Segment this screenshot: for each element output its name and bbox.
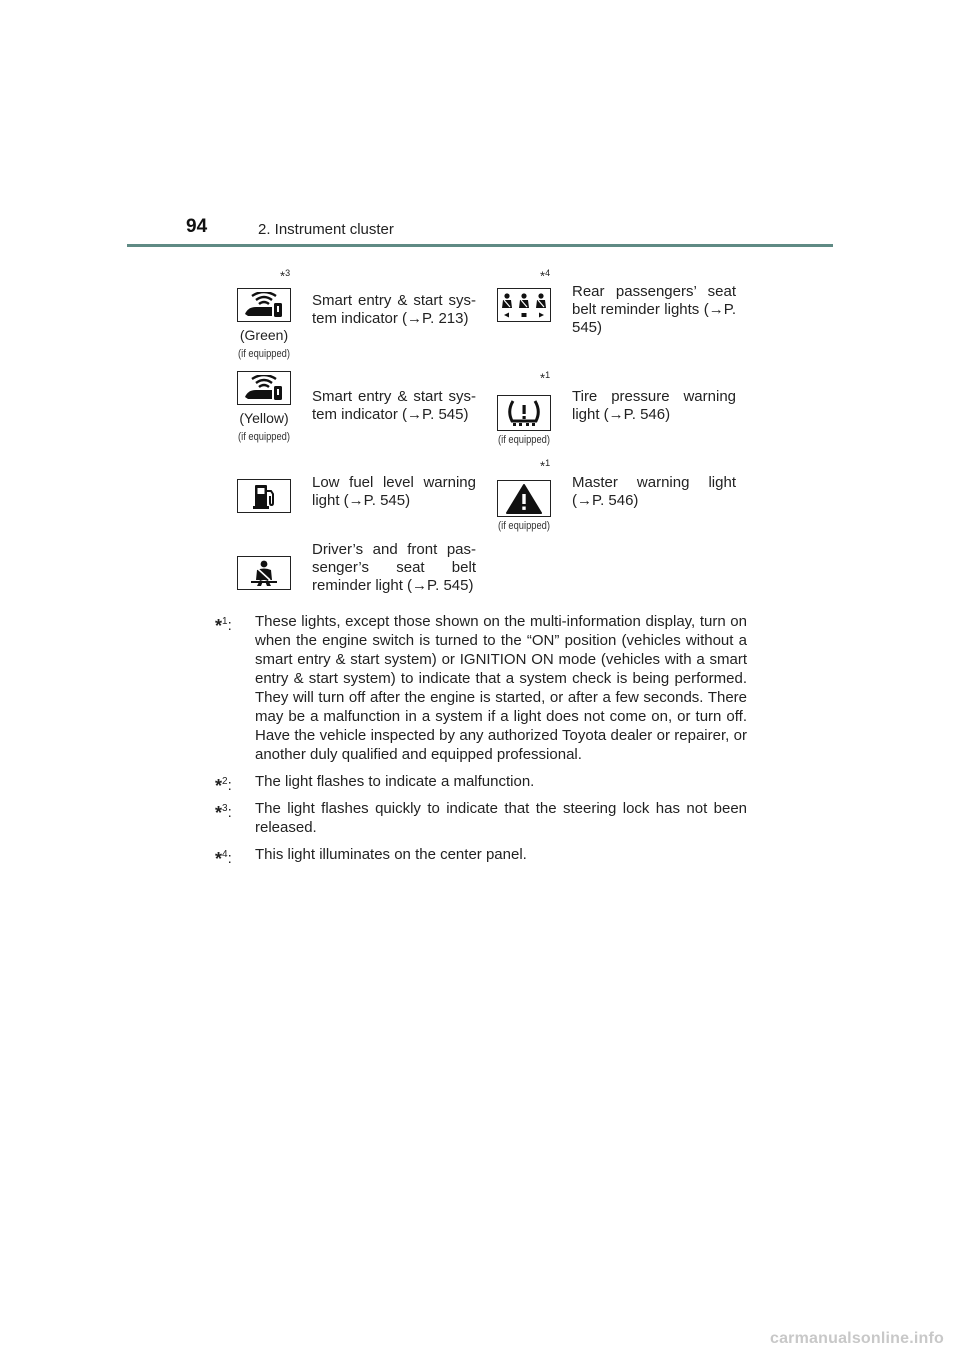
equipped-caption: (if equipped)	[498, 434, 550, 446]
equipped-caption: (if equipped)	[498, 520, 550, 532]
tire-pressure-icon	[497, 395, 551, 431]
footnote-marker: *$^3$	[280, 268, 291, 284]
footnote-key: *$^2$:	[215, 776, 232, 796]
footnote-item	[215, 772, 747, 796]
footnote-key: *$^4$:	[215, 849, 232, 869]
indicator-description: Driver’s and front pas-senger’s seat belt reminder light (→P. 545)	[312, 541, 476, 594]
footnote-item	[215, 799, 747, 837]
indicator-description: Master warning light (→P. 546)	[572, 474, 736, 509]
smart-key-icon	[237, 288, 291, 322]
footnote-text: These lights, except those shown on the multi-information display, turn on when the engine switch is turned to the “ON” position (vehicles without a smart entry & start system) or IGNITION ON mode (vehicles with a smart entry & start system) to indicate that a system check is being performed. They will turn off after the engine is started, or after a few seconds. There may be a malfunction in a system if a light does not come on, or turn off. Have the vehicle inspected by any authorized Toyota dealer or repairer, or another duly qualified and equipped professional.	[255, 613, 747, 763]
color-caption: (Green)	[239, 327, 289, 343]
equipped-caption: (if equipped)	[238, 348, 290, 360]
footnote-marker: *$^1$	[540, 370, 551, 386]
color-caption: (Yellow)	[239, 410, 289, 426]
footnote-item	[215, 612, 747, 764]
seatbelt-reminder-icon	[237, 556, 291, 590]
fuel-pump-icon	[237, 479, 291, 513]
footnote-marker: *$^4$	[540, 268, 551, 284]
footnote-marker: *$^1$	[540, 458, 551, 474]
indicator-description: Tire pressure warning light (→P. 546)	[572, 388, 736, 423]
indicator-description: Rear passengers’ seat belt reminder lights (→P. 545)	[572, 283, 736, 336]
footnote-key: *$^3$:	[215, 803, 232, 823]
footnotes	[215, 612, 747, 872]
page-number: 94	[186, 216, 208, 237]
footnote-key: *$^1$:	[215, 616, 232, 636]
equipped-caption: (if equipped)	[238, 431, 290, 443]
footnote-text: The light flashes quickly to indicate that the steering lock has not been released.	[255, 800, 747, 836]
master-warning-icon	[497, 480, 551, 517]
header-divider	[127, 244, 833, 247]
indicator-description: Smart entry & start sys-tem indicator (→P. 545)	[312, 388, 476, 423]
indicator-description: Low fuel level warning light (→P. 545)	[312, 474, 476, 509]
footnote-item	[215, 845, 747, 869]
watermark: carmanualsonline.info	[769, 1330, 944, 1347]
footnote-text: The light flashes to indicate a malfunction.	[255, 773, 535, 790]
section-title: 2. Instrument cluster	[258, 221, 394, 238]
footnote-text: This light illuminates on the center panel.	[255, 846, 527, 863]
indicator-description: Smart entry & start sys-tem indicator (→P. 213)	[312, 292, 476, 327]
smart-key-icon	[237, 371, 291, 405]
rear-seatbelt-icon	[497, 288, 551, 322]
